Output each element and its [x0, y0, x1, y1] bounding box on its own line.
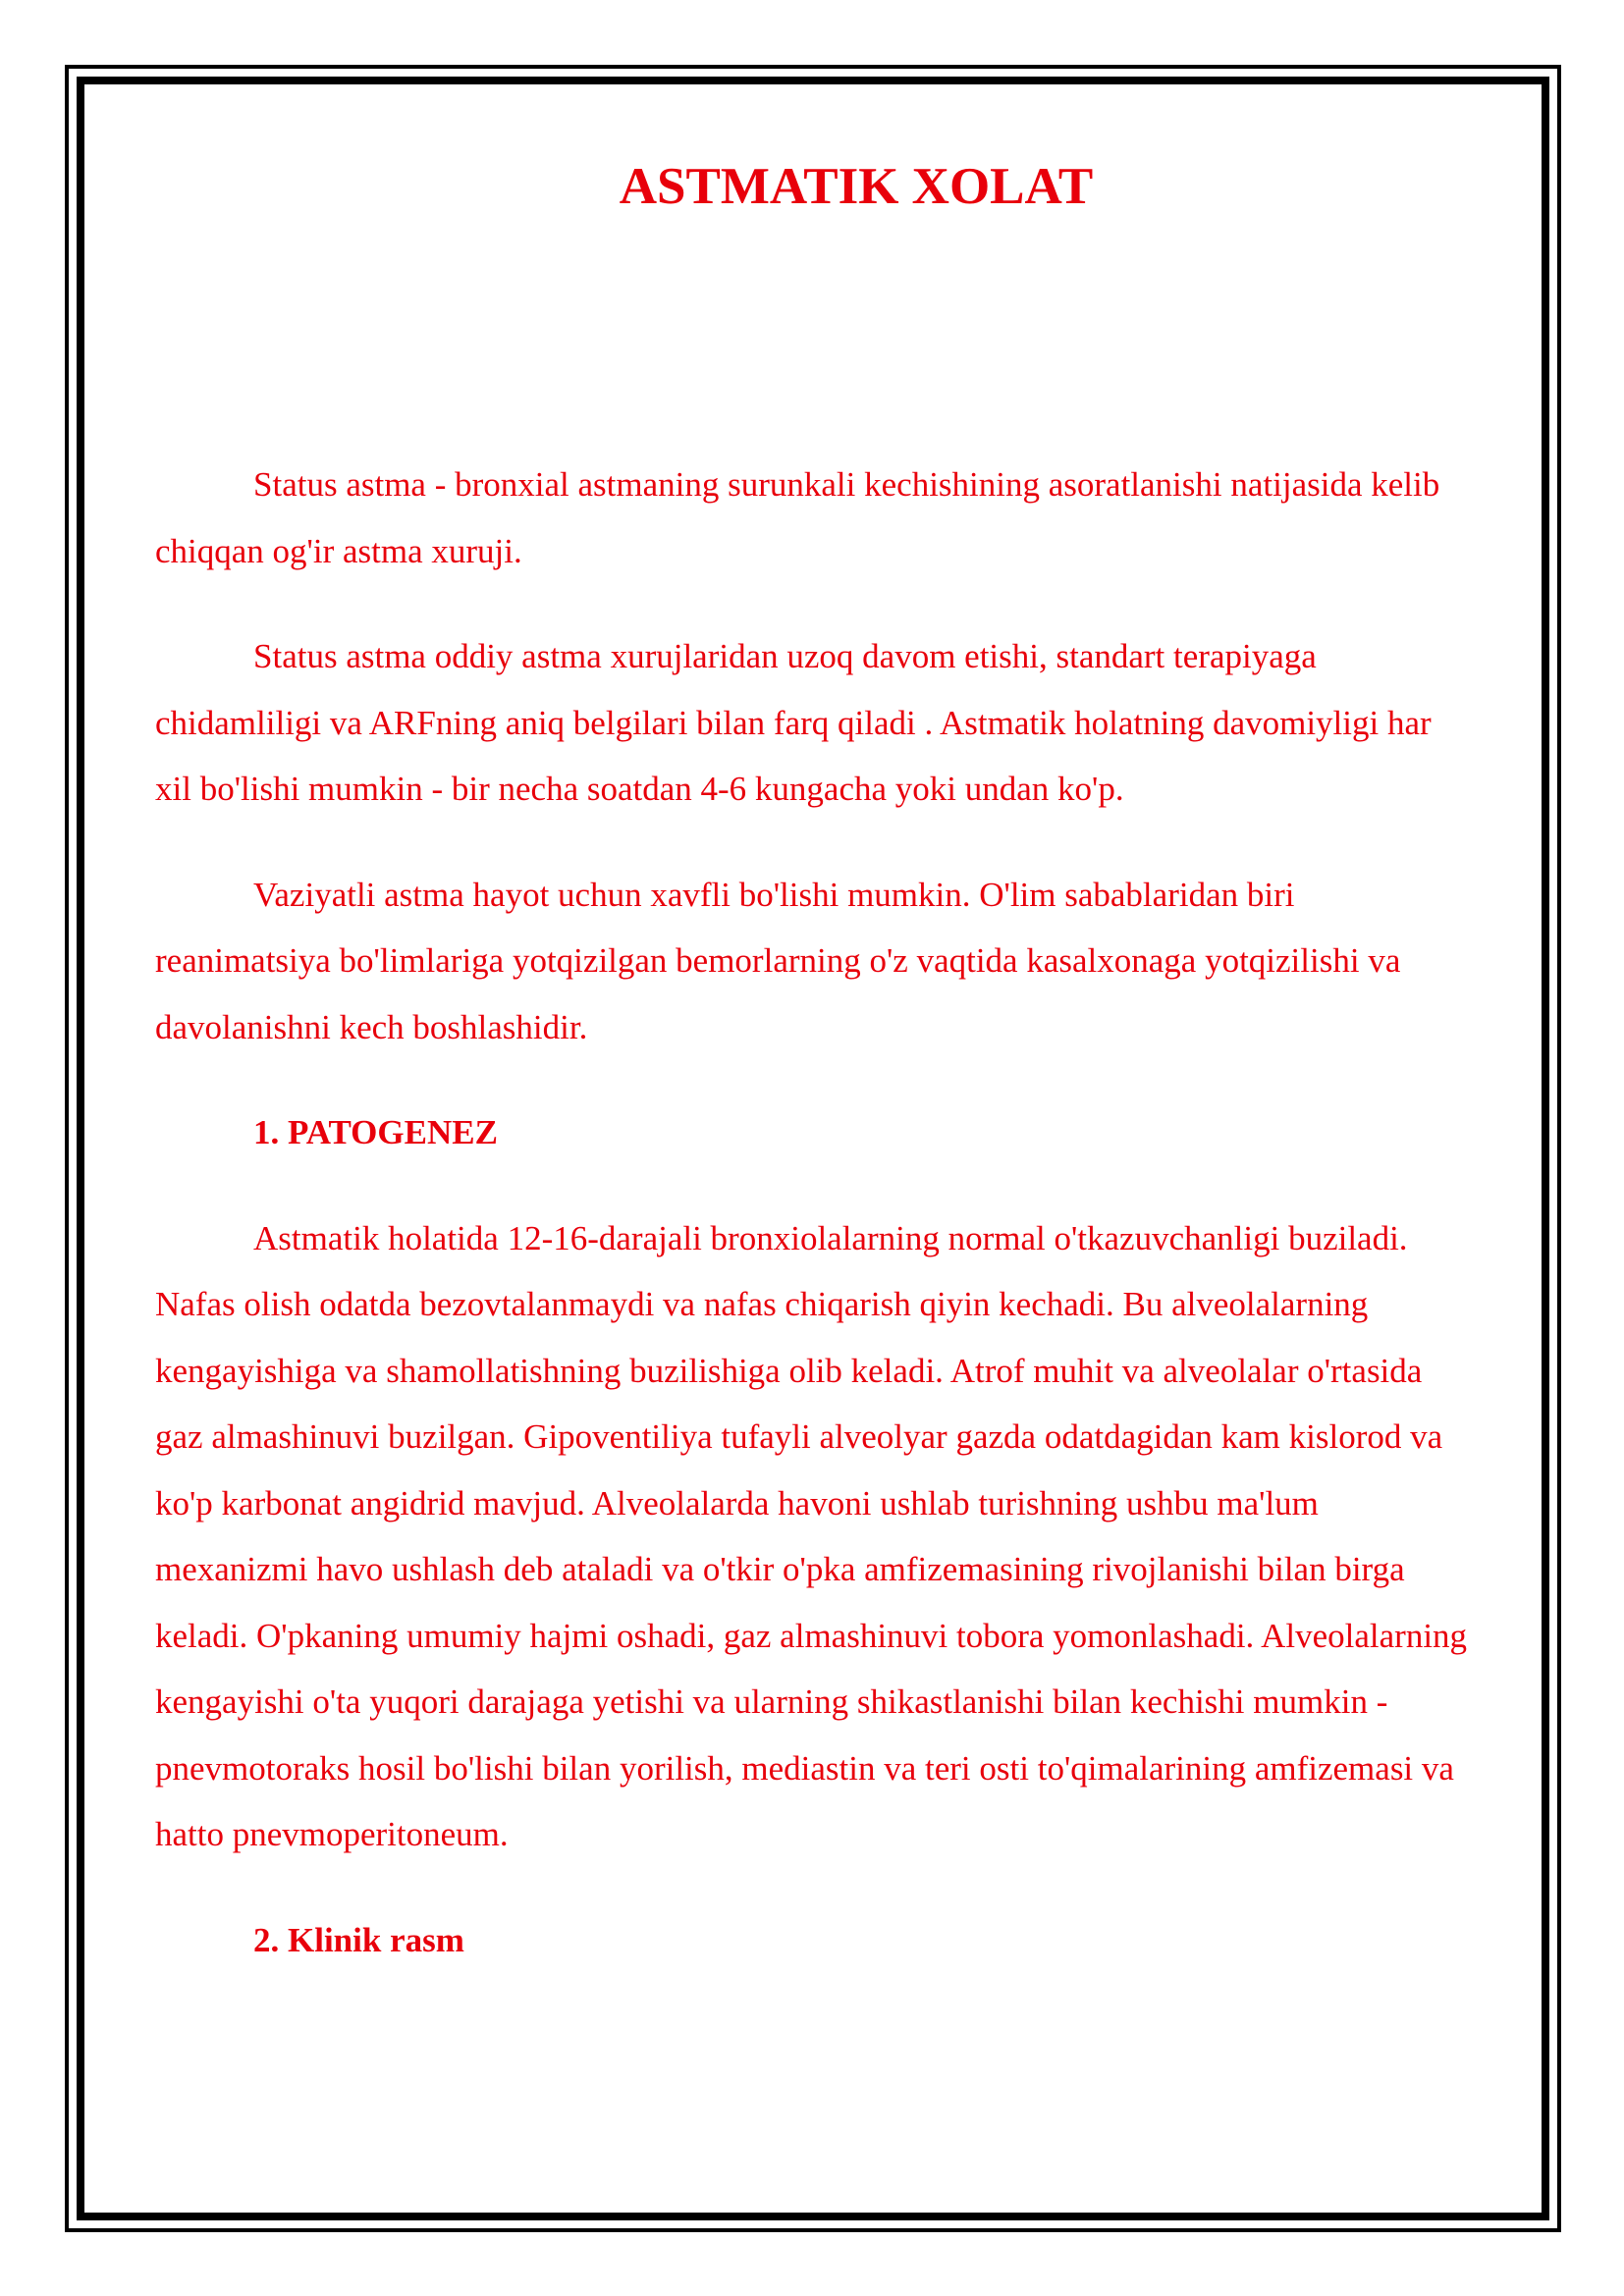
paragraph-status-differences: Status astma oddiy astma xurujlaridan uzoq davom etishi, standart terapiyaga chidamliligi va ARFning aniq belgilari bilan farq qiladi . Astmatik holatning davomiyligi har xil bo'lishi mumkin - bir necha soatdan 4-6 kungacha yoki undan ko'p.	[155, 637, 1432, 808]
paragraph-status-definition: Status astma - bronxial astmaning surunkali kechishining asoratlanishi natijasida kelib chiqqan og'ir astma xuruji.	[155, 465, 1440, 570]
document-title: ASTMATIK XOLAT	[619, 158, 1094, 215]
section-heading-patogenez: 1. PATOGENEZ	[253, 1113, 498, 1151]
section-heading-klinik-rasm: 2. Klinik rasm	[253, 1920, 464, 1959]
paragraph-patogenez: Astmatik holatida 12-16-darajali bronxiolalarning normal o'tkazuvchanligi buziladi. Nafas olish odatda bezovtalanmaydi va nafas chiqarish qiyin kechadi. Bu alveolalarning kengayishiga va shamollatishning buzilishiga olib keladi. Atrof muhit va alveolalar o'rtasida gaz almashinuvi buzilgan. Gipoventiliya tufayli alveolyar gazda odatdagidan kam kislorod va ko'p karbonat angidrid mavjud. Alveolalarda havoni ushlab turishning ushbu ma'lum mexanizmi havo ushlash deb ataladi va o'tkir o'pka amfizemasining rivojlanishi bilan birga keladi. O'pkaning umumiy hajmi oshadi, gaz almashinuvi tobora yomonlashadi. Alveolalarning kengayishi o'ta yuqori darajaga yetishi va ularning shikastlanishi bilan kechishi mumkin - pnevmotoraks hosil bo'lishi bilan yorilish, mediastin va teri osti to'qimalarining amfizemasi va hatto pnevmoperitoneum.	[155, 1218, 1468, 1853]
paragraph-status-danger: Vaziyatli astma hayot uchun xavfli bo'lishi mumkin. O'lim sabablaridan biri reanimatsiya bo'limlariga yotqizilgan bemorlarning o'z vaqtida kasalxonaga yotqizilishi va davolanishni kech boshlashidir.	[155, 875, 1401, 1046]
document-body	[155, 147, 1473, 1973]
